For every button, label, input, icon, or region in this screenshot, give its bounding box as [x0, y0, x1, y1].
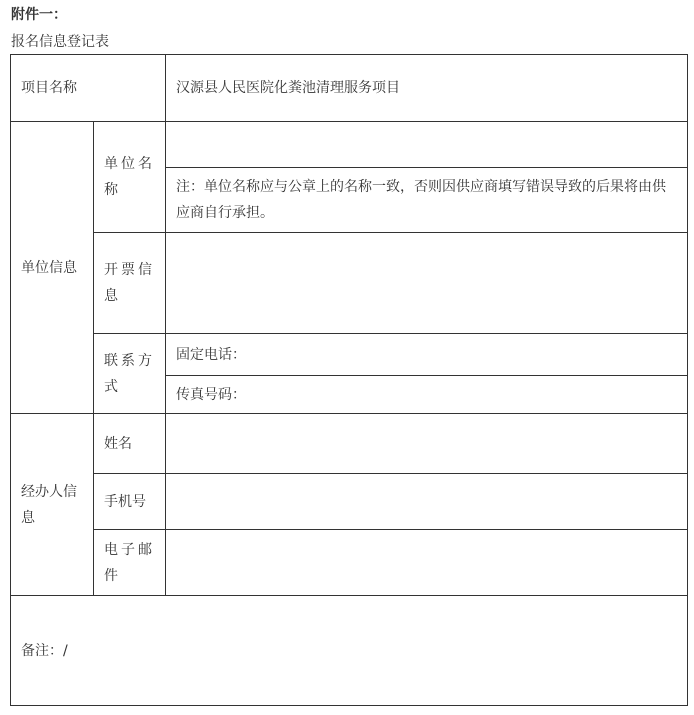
remarks: 备注：/: [11, 596, 688, 706]
fixed-phone-field[interactable]: 固定电话：: [166, 334, 688, 376]
registration-table: [10, 54, 688, 706]
project-name-value: 汉源县人民医院化粪池清理服务项目: [166, 55, 688, 122]
handler-name-field[interactable]: [166, 414, 688, 474]
project-name-label: 项目名称: [11, 55, 166, 122]
form-title: 报名信息登记表: [11, 34, 109, 50]
unit-name-label: 单位名称: [94, 122, 166, 233]
handler-info-label: 经办人信息: [11, 414, 94, 596]
invoice-info-label: 开票信息: [94, 233, 166, 334]
handler-mobile-label: 手机号: [94, 474, 166, 530]
handler-mobile-field[interactable]: [166, 474, 688, 530]
handler-email-label: 电子邮件: [94, 530, 166, 596]
contact-label: 联系方式: [94, 334, 166, 414]
fax-field[interactable]: 传真号码：: [166, 376, 688, 414]
attachment-label: 附件一：: [11, 7, 67, 23]
handler-email-field[interactable]: [166, 530, 688, 596]
unit-name-note: 注：单位名称应与公章上的名称一致，否则因供应商填写错误导致的后果将由供应商自行承担。: [166, 168, 688, 233]
unit-name-field[interactable]: [166, 122, 688, 168]
unit-info-label: 单位信息: [11, 122, 94, 414]
handler-name-label: 姓名: [94, 414, 166, 474]
invoice-info-field[interactable]: [166, 233, 688, 334]
